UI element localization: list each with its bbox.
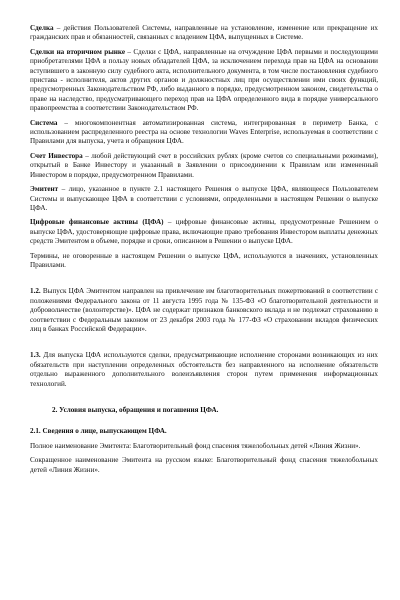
spacer [30, 415, 378, 427]
spacer [30, 339, 378, 351]
clause-number: 1.3. [30, 351, 41, 360]
definition-term: Система [30, 118, 58, 127]
definition-body: – цифровые финансовые активы, предусмотренные Решением о выпуске ЦФА, удостоверяющие цифровые права, включающие право требования Инвестором выплаты денежных средств Эмитентом в объеме, порядке и сроки, описанном в Решении о выпуске ЦФА. [30, 218, 378, 246]
clause-text: Для выпуска ЦФА используются сделки, предусматривающие исполнение сторонами возникающих из них обязательств при наступлении определенных обстоятельств без направленного на исполнение обязательств отдельно выраженного дополнительного волеизъявления сторон путем применения информационных технологий. [30, 351, 378, 388]
clause-1-2 [30, 287, 378, 334]
issuer-short-name-value: Благотворительный фонд спасения тяжелобольных детей «Линия Жизни». [30, 456, 378, 474]
section-2-heading: 2. Условия выпуска, обращения и погашения ЦФА. [52, 406, 219, 414]
subsection-2-1-heading: 2.1. Сведения о лице, выпускающем ЦФА. [30, 427, 167, 436]
definition-secondary-market [30, 48, 378, 114]
definition-body: – любой действующий счет в российских рублях (кроме счетов со специальными режимами), открытый в Банке Инвестору и указанный в Заявлении о присоединении к Правилам или измененный Инвестором в порядке, предусмотренном Правилами. [30, 151, 379, 179]
clause-number: 1.2. [30, 287, 41, 296]
definition-body: – Сделки с ЦФА, направленные на отчуждение ЦФА первыми и последующими приобретателями ЦФА в пользу новых обладателей ЦФА, за исключением перехода прав на ЦФА на основании вступившего в законную силу судебного акта, исполнительного документа, в том числе постановления судебного пристава - исполнителя, актов других органов и должностных лиц при осуществлении ими своих функций, предусмотренных Законодательством РФ, либо выданного в порядке, предусмотренном законом, свидетельства о праве на наследство, предусматривающего переход прав на ЦФА определенного вида в порядке универсального правопреемства в соответствии Законодательством РФ. [30, 47, 378, 113]
definition-term: Эмитент [30, 185, 59, 194]
definition-body: – действия Пользователей Системы, направленные на установление, изменение или прекращение их гражданских прав и обязанностей, связанных с владением ЦФА, выпущенных в Системе. [30, 24, 378, 42]
issuer-full-name-value: Благотворительный фонд спасения тяжелобольных детей «Линия Жизни». [132, 441, 361, 450]
issuer-short-name-label: Сокращенное наименование Эмитента на русском языке: [30, 456, 217, 465]
spacer [30, 394, 378, 406]
definition-term: Счет Инвестора [30, 151, 83, 160]
issuer-full-name-label: Полное наименование Эмитента: [30, 441, 133, 450]
definition-term: Цифровые финансовые активы (ЦФА) [30, 218, 164, 227]
definition-system [30, 119, 378, 147]
clause-text: Выпуск ЦФА Эмитентом направлен на привлечение им благотворительных пожертвований в соответствии с положениями Федерального закона от 11 августа 1995 года № 135-ФЗ «О благотворительной деятельности и добровольчестве (волонтерстве)». ЦФА не содержат признаков банковского вклада и не подлежат страхованию в соответствии с Федеральным законом от 23 декабря 2003 года № 177-ФЗ «О страховании вкладов физических лиц в банках Российской Федерации». [30, 287, 378, 333]
terms-closing-note: Термины, не оговоренные в настоящем Решении о выпуске ЦФА, используются в значениях, установленных Правилами. [30, 251, 378, 269]
issuer-full-name [30, 442, 378, 451]
definition-body: – многокомпонентная автоматизированная система, интегрированная в периметр Банка, с использованием распределенного реестра на основе технологии Waves Enterprise, используемая в соответствии с Правилами для выпуска, учета и обращения ЦФА. [30, 118, 378, 146]
issuer-short-name [30, 456, 378, 475]
definition-body: – лицо, указанное в пункте 2.1 настоящего Решения о выпуске ЦФА, являющееся Пользователем Системы и выпускающее ЦФА в соответствии с условиями, определенными в настоящем Решении о выпуске ЦФА. [30, 185, 378, 212]
definition-issuer [30, 185, 378, 213]
definition-term: Сделка [30, 24, 54, 32]
definition-dfa [30, 218, 378, 246]
definition-sdelka [30, 24, 378, 43]
definition-term: Сделки на вторичном рынке [30, 47, 125, 56]
definition-investor-account [30, 152, 378, 180]
clause-1-3 [30, 351, 378, 389]
spacer [30, 275, 378, 287]
